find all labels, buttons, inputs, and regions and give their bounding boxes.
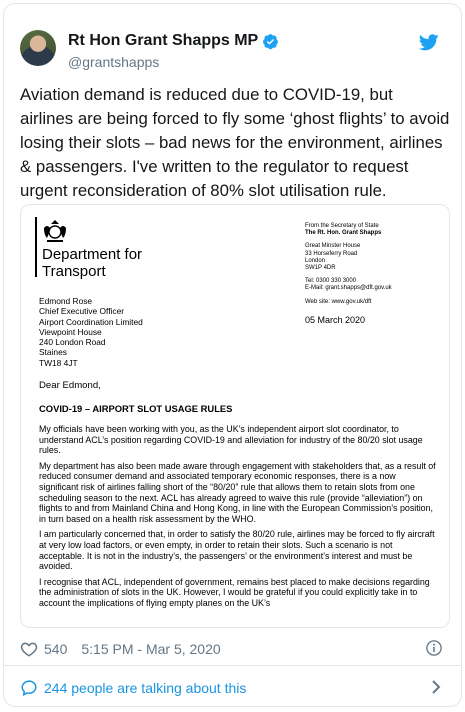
sender-block [305, 223, 445, 326]
twitter-bird-icon[interactable] [419, 34, 439, 51]
handle[interactable]: @grantshapps [68, 54, 160, 70]
tweet-card [3, 3, 462, 707]
recipient-line: Chief Executive Officer [39, 306, 125, 317]
web-line: Web site: www.gov.uk/dft [305, 298, 372, 305]
salutation: Dear Edmond, [39, 380, 101, 391]
name-row [68, 32, 279, 50]
letter-paragraph: My department has also been made aware through engagement with stakeholders that, as a result of reduced consumer demand and associated temporary economic responses, there is a now significant risk of airlines falling short of the “80/20” rule that allows them to retain slots from one scheduling season to the next. ACL has already agreed to waive this rule (provide “alleviation”) on flights to and from Mainland China and Hong Kong, in line with the European Commission’s position, in turn based on a health risk assessment by the WHO. [39, 460, 436, 524]
letter-image[interactable] [20, 204, 450, 628]
timestamp[interactable]: 5:15 PM - Mar 5, 2020 [81, 641, 221, 657]
speech-bubble-icon [20, 679, 38, 697]
heart-icon[interactable] [20, 640, 38, 658]
display-name[interactable]: Rt Hon Grant Shapps MP [68, 32, 259, 49]
tweet-text: Aviation demand is reduced due to COVID-19, but airlines are being forced to fly some ‘ghost flights’ to avoid losing their slots – bad news for the environment, airlines & passengers. I've written to the regulator to request urgent reconsideration of 80% slot utilisation rule. [20, 85, 450, 200]
chevron-right-icon[interactable] [431, 679, 441, 695]
letter-paragraph: I am particularly concerned that, in order to satisfy the 80/20 rule, airlines may be forced to fly aircraft at very low load factors, or even empty, in order to retain their slots. Such a scenario is not acceptable. It is not in the industry’s, the passengers’ or the environment’s interest and must be avoided. [39, 529, 435, 572]
address-line: London [305, 257, 326, 264]
address-line: 33 Horseferry Road [305, 250, 358, 257]
tel-line: Tel: 0300 330 3000 [305, 278, 357, 285]
letter-subject: COVID-19 – AIRPORT SLOT USAGE RULES [39, 403, 233, 414]
department-bar [35, 217, 37, 277]
verified-badge-icon [262, 33, 279, 50]
department-name: Department for Transport [42, 246, 143, 280]
recipient-line: Airport Coordination Limited [39, 316, 143, 327]
avatar[interactable] [20, 30, 56, 66]
from-line: From the Secretary of State [305, 223, 379, 229]
recipient-line: Viewpoint House [39, 326, 102, 337]
letter-body [39, 424, 437, 614]
recipient-line: Staines [39, 347, 67, 358]
recipient-line: Edmond Rose [39, 296, 93, 306]
letter-date: 05 March 2020 [305, 314, 366, 325]
tweet-meta [20, 635, 445, 663]
email-line: E-Mail: grant.shapps@dft.gov.uk [305, 285, 392, 292]
recipient-line: 240 London Road [39, 337, 106, 348]
from-name: The Rt. Hon. Grant Shapps [305, 230, 382, 237]
divider [4, 665, 461, 666]
letter-paragraph: I recognise that ACL, independent of government, remains best placed to make decisions regarding the administration of slots in the UK. However, I would be grateful if you could explicitly take in to account the implications of flying empty planes on the UK’s [39, 576, 430, 608]
like-count[interactable]: 540 [44, 641, 68, 657]
address-line: SW1P 4DR [305, 265, 336, 272]
recipient-line: TW18 4JT [39, 357, 78, 368]
tweet-header [20, 30, 445, 76]
conversation-count[interactable]: 244 people are talking about this [44, 680, 247, 696]
letter-paragraph: My officials have been working with you, as the UK’s independent airport slot coordinator, to understand ACL’s position regarding COVID-19 and alleviation for industry of the 80/20 slot usage rules. [39, 424, 423, 456]
recipient-block [39, 296, 143, 368]
address-line: Great Minster House [305, 243, 361, 250]
royal-crest-icon [41, 218, 69, 244]
conversation-link[interactable] [20, 674, 445, 702]
info-icon[interactable] [425, 639, 443, 657]
